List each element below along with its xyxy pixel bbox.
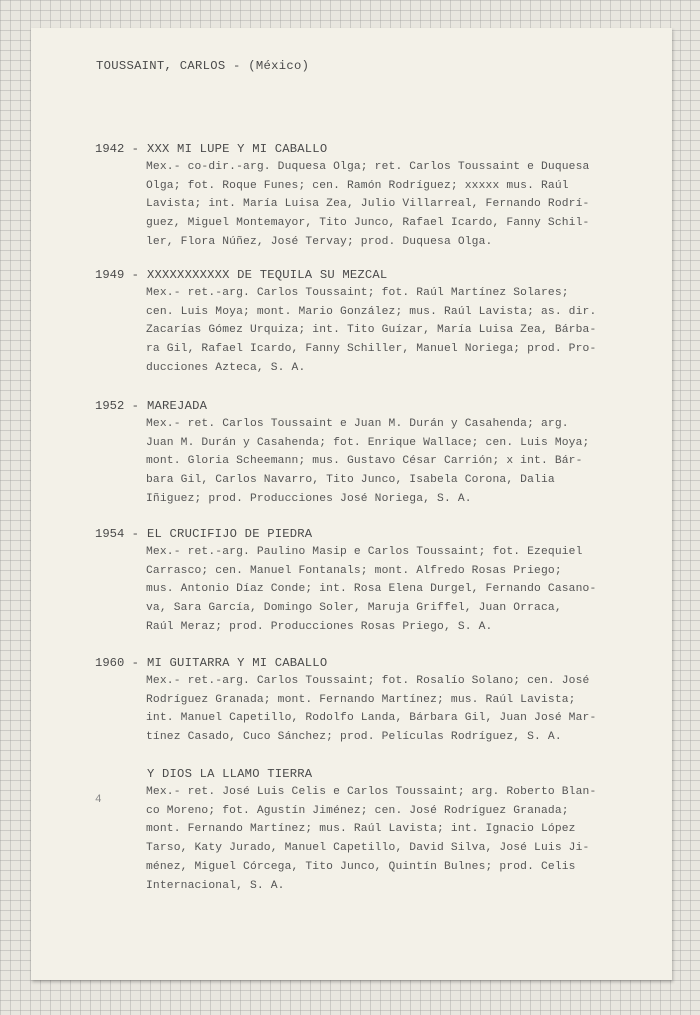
film-heading	[95, 140, 635, 158]
credit-line: Mex.- ret.-arg. Carlos Toussaint; fot. Raúl Martínez Solares;	[146, 287, 569, 299]
film-credits	[146, 672, 636, 747]
credit-line: ménez, Miguel Córcega, Tito Junco, Quintín Bulnes; prod. Celis	[146, 860, 576, 873]
credit-line: Iñiguez; prod. Producciones José Noriega, S. A.	[146, 492, 472, 505]
credit-line: Mex.- ret. Carlos Toussaint e Juan M. Durán y Casahenda; arg.	[146, 418, 569, 430]
card-title: TOUSSAINT, CARLOS - (México)	[96, 59, 310, 73]
film-credits	[146, 783, 636, 895]
credit-line: Mex.- ret.-arg. Carlos Toussaint; fot. Rosalío Solano; cen. José	[146, 675, 590, 687]
credit-line: mont. Gloria Scheemann; mus. Gustavo César Carrión; x int. Bár-	[146, 455, 583, 468]
film-title: XXX MI LUPE Y MI CABALLO	[147, 142, 328, 156]
credit-line: bara Gil, Carlos Navarro, Tito Junco, Isabela Corona, Dalia	[146, 474, 555, 487]
credit-line: ducciones Azteca, S. A.	[146, 361, 306, 374]
credit-line: co Moreno; fot. Agustín Jiménez; cen. José Rodríguez Granada;	[146, 804, 569, 817]
film-year: 1949 -	[95, 268, 139, 282]
credit-line: Rodríguez Granada; mont. Fernando Martínez; mus. Raúl Lavista;	[146, 693, 576, 706]
film-heading	[95, 397, 635, 415]
credit-line: tínez Casado, Cuco Sánchez; prod. Películas Rodríguez, S. A.	[146, 731, 562, 744]
credit-line: Tarso, Katy Jurado, Manuel Capetillo, David Silva, José Luis Ji-	[146, 842, 590, 855]
film-entry-5	[95, 654, 635, 747]
film-year: 1960 -	[95, 656, 139, 670]
credit-line: mont. Fernando Martínez; mus. Raúl Lavista; int. Ignacio López	[146, 823, 576, 836]
film-entry-1	[95, 140, 635, 252]
credit-line: ra Gil, Rafael Icardo, Fanny Schiller, Manuel Noriega; prod. Pro-	[146, 343, 597, 356]
credit-line: Mex.- ret.-arg. Paulino Masip e Carlos Toussaint; fot. Ezequiel	[146, 546, 583, 558]
film-entry-2	[95, 266, 635, 378]
credit-line: int. Manuel Capetillo, Rodolfo Landa, Bárbara Gil, Juan José Mar-	[146, 712, 597, 725]
credit-line: Internacional, S. A.	[146, 879, 285, 892]
credit-line: Carrasco; cen. Manuel Fontanals; mont. Alfredo Rosas Priego;	[146, 564, 562, 577]
film-heading	[95, 525, 635, 543]
film-title: MAREJADA	[147, 399, 208, 413]
film-title: XXXXXXXXXXX DE TEQUILA SU MEZCAL	[147, 268, 388, 282]
film-entry-6	[95, 765, 635, 895]
film-credits	[146, 415, 636, 509]
credit-line: Zacarías Gómez Urquiza; int. Tito Guízar, María Luisa Zea, Bárba-	[146, 324, 597, 337]
credit-line: mus. Antonio Díaz Conde; int. Rosa Elena Durgel, Fernando Casano-	[146, 583, 597, 596]
film-title: Y DIOS LA LLAMO TIERRA	[147, 767, 313, 781]
credit-line: Juan M. Durán y Casahenda; fot. Enrique Wallace; cen. Luis Moya;	[146, 436, 590, 449]
film-year: 1942 -	[95, 142, 139, 156]
credit-line: Mex.- co-dir.-arg. Duquesa Olga; ret. Carlos Toussaint e Duquesa	[146, 161, 590, 173]
film-heading	[95, 654, 635, 672]
film-entry-4	[95, 525, 635, 637]
film-heading	[95, 765, 635, 783]
film-title: EL CRUCIFIJO DE PIEDRA	[147, 527, 313, 541]
film-credits	[146, 158, 636, 252]
film-credits	[146, 284, 636, 378]
credit-line: Raúl Meraz; prod. Producciones Rosas Priego, S. A.	[146, 620, 493, 633]
credit-line: cen. Luis Moya; mont. Mario González; mus. Raúl Lavista; as. dir.	[146, 305, 597, 318]
film-year: 1952 -	[95, 399, 139, 413]
credit-line: va, Sara García, Domingo Soler, Maruja Griffel, Juan Orraca,	[146, 602, 562, 615]
credit-line: ler, Flora Núñez, José Tervay; prod. Duquesa Olga.	[146, 235, 493, 248]
page-mark: 4	[95, 794, 102, 806]
film-year	[95, 765, 147, 783]
credit-line: Lavista; int. María Luisa Zea, Julio Villarreal, Fernando Rodrí-	[146, 198, 590, 211]
film-year: 1954 -	[95, 527, 139, 541]
film-credits	[146, 543, 636, 637]
film-entry-3	[95, 397, 635, 509]
film-heading	[95, 266, 635, 284]
credit-line: Mex.- ret. José Luis Celis e Carlos Toussaint; arg. Roberto Blan-	[146, 786, 597, 798]
credit-line: Olga; fot. Roque Funes; cen. Ramón Rodríguez; xxxxx mus. Raúl	[146, 179, 569, 192]
film-title: MI GUITARRA Y MI CABALLO	[147, 656, 328, 670]
credit-line: guez, Miguel Montemayor, Tito Junco, Rafael Icardo, Fanny Schil-	[146, 217, 590, 230]
